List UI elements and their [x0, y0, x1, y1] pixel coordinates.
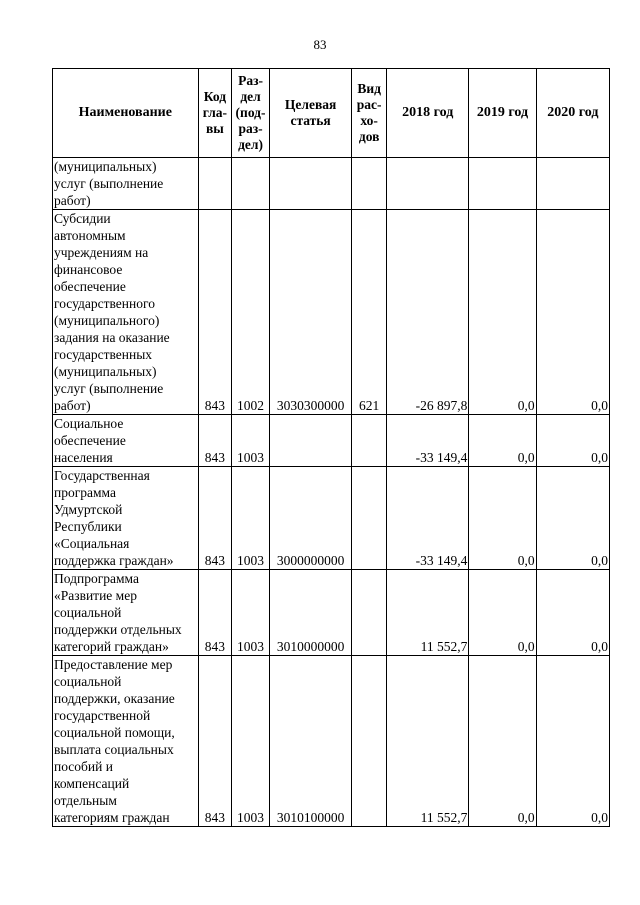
- cell-name-line: обеспечение: [54, 433, 126, 448]
- cell-2019: [469, 158, 536, 210]
- cell-name-line: поддержки, оказание: [54, 691, 175, 706]
- cell-name-line: (муниципальных): [54, 364, 157, 379]
- header-row: [53, 69, 610, 158]
- cell-name-line: задания на оказание: [54, 330, 170, 345]
- cell-type: 621: [352, 210, 387, 415]
- cell-name-line: населения: [54, 450, 113, 465]
- header-type-line: рас-: [356, 97, 382, 112]
- header-type-line: хо-: [360, 113, 378, 128]
- table-row: [53, 467, 610, 570]
- cell-code: 843: [198, 467, 232, 570]
- page-number: 83: [313, 37, 327, 52]
- cell-name-line: государственных: [54, 347, 153, 362]
- cell-name: [53, 467, 199, 570]
- cell-code: 843: [198, 570, 232, 656]
- cell-code: 843: [198, 210, 232, 415]
- cell-target: 3010000000: [269, 570, 351, 656]
- cell-target: [269, 158, 351, 210]
- cell-name-line: «Социальная: [54, 536, 130, 551]
- header-target-line: статья: [290, 113, 331, 128]
- cell-2020: 0,0: [536, 656, 609, 827]
- cell-2020: 0,0: [536, 210, 609, 415]
- cell-section: 1003: [232, 570, 270, 656]
- cell-name-line: пособий и: [54, 759, 113, 774]
- cell-2018: [386, 158, 468, 210]
- cell-name-line: Республики: [54, 519, 122, 534]
- cell-name-line: финансовое: [54, 262, 123, 277]
- cell-2020: 0,0: [536, 467, 609, 570]
- cell-name-line: (муниципального): [54, 313, 160, 328]
- cell-name-line: автономным: [54, 228, 126, 243]
- header-type-line: дов: [358, 129, 380, 144]
- cell-name-line: Предоставление мер: [54, 657, 173, 672]
- table-body: [53, 158, 610, 827]
- cell-target: [269, 415, 351, 467]
- header-section-line: Раз-: [238, 73, 263, 88]
- budget-table: [52, 68, 610, 827]
- cell-2019: 0,0: [469, 467, 536, 570]
- header-target: [269, 69, 351, 158]
- header-2020: 2020 год: [536, 69, 609, 158]
- cell-section: [232, 158, 270, 210]
- cell-2018: -33 149,4: [386, 415, 468, 467]
- cell-name-line: услуг (выполнение: [54, 381, 164, 396]
- cell-name: [53, 415, 199, 467]
- header-target-line: Целевая: [284, 97, 337, 112]
- cell-2020: 0,0: [536, 570, 609, 656]
- cell-type: [352, 415, 387, 467]
- header-section: [232, 69, 270, 158]
- cell-name: [53, 210, 199, 415]
- cell-2019: 0,0: [469, 656, 536, 827]
- cell-name-line: Удмуртской: [54, 502, 123, 517]
- table-row: [53, 415, 610, 467]
- cell-target: 3030300000: [269, 210, 351, 415]
- cell-name: [53, 570, 199, 656]
- cell-name-line: государственного: [54, 296, 155, 311]
- table-row: [53, 210, 610, 415]
- cell-name-line: Подпрограмма: [54, 571, 139, 586]
- cell-name-line: «Развитие мер: [54, 588, 137, 603]
- cell-name-line: работ): [54, 193, 91, 208]
- cell-name-line: государственной: [54, 708, 151, 723]
- cell-name-line: услуг (выполнение: [54, 176, 164, 191]
- cell-name-line: поддержки отдельных: [54, 622, 182, 637]
- cell-name: [53, 656, 199, 827]
- cell-target: 3010100000: [269, 656, 351, 827]
- cell-2019: 0,0: [469, 210, 536, 415]
- table-row: [53, 656, 610, 827]
- cell-name-line: категориям граждан: [54, 810, 170, 825]
- cell-name-line: социальной помощи,: [54, 725, 175, 740]
- table-row: [53, 158, 610, 210]
- cell-section: 1003: [232, 415, 270, 467]
- header-code-line: Код: [203, 89, 227, 104]
- cell-name-line: Государственная: [54, 468, 150, 483]
- cell-type: [352, 158, 387, 210]
- cell-code: 843: [198, 656, 232, 827]
- cell-code: [198, 158, 232, 210]
- header-type: [352, 69, 387, 158]
- header-section-line: (под-: [235, 105, 266, 120]
- cell-2018: -33 149,4: [386, 467, 468, 570]
- cell-name-line: работ): [54, 398, 91, 413]
- cell-type: [352, 467, 387, 570]
- cell-name-line: выплата социальных: [54, 742, 174, 757]
- header-section-line: раз-: [238, 121, 263, 136]
- cell-type: [352, 570, 387, 656]
- cell-2018: -26 897,8: [386, 210, 468, 415]
- cell-2018: 11 552,7: [386, 570, 468, 656]
- header-section-line: дел): [238, 137, 263, 152]
- cell-name: [53, 158, 199, 210]
- cell-code: 843: [198, 415, 232, 467]
- cell-name-line: компенсаций: [54, 776, 130, 791]
- header-code: [198, 69, 232, 158]
- cell-name-line: категорий граждан»: [54, 639, 169, 654]
- cell-section: 1003: [232, 656, 270, 827]
- header-section-line: дел: [240, 89, 261, 104]
- cell-2019: 0,0: [469, 570, 536, 656]
- cell-name-line: социальной: [54, 674, 122, 689]
- header-type-line: Вид: [357, 81, 381, 96]
- cell-2020: 0,0: [536, 415, 609, 467]
- cell-2019: 0,0: [469, 415, 536, 467]
- cell-name-line: программа: [54, 485, 116, 500]
- table-row: [53, 570, 610, 656]
- cell-name-line: обеспечение: [54, 279, 126, 294]
- header-code-line: гла-: [202, 105, 228, 120]
- cell-section: 1002: [232, 210, 270, 415]
- cell-section: 1003: [232, 467, 270, 570]
- cell-name-line: (муниципальных): [54, 159, 157, 174]
- cell-name-line: социальной: [54, 605, 122, 620]
- header-name: Наименование: [53, 69, 199, 158]
- header-code-line: вы: [205, 121, 224, 136]
- cell-2020: [536, 158, 609, 210]
- header-2019: 2019 год: [469, 69, 536, 158]
- cell-2018: 11 552,7: [386, 656, 468, 827]
- cell-name-line: отдельным: [54, 793, 117, 808]
- cell-name-line: поддержка граждан»: [54, 553, 174, 568]
- cell-target: 3000000000: [269, 467, 351, 570]
- cell-name-line: Социальное: [54, 416, 124, 431]
- cell-name-line: учреждениям на: [54, 245, 149, 260]
- cell-name-line: Субсидии: [54, 211, 111, 226]
- cell-type: [352, 656, 387, 827]
- header-2018: 2018 год: [386, 69, 468, 158]
